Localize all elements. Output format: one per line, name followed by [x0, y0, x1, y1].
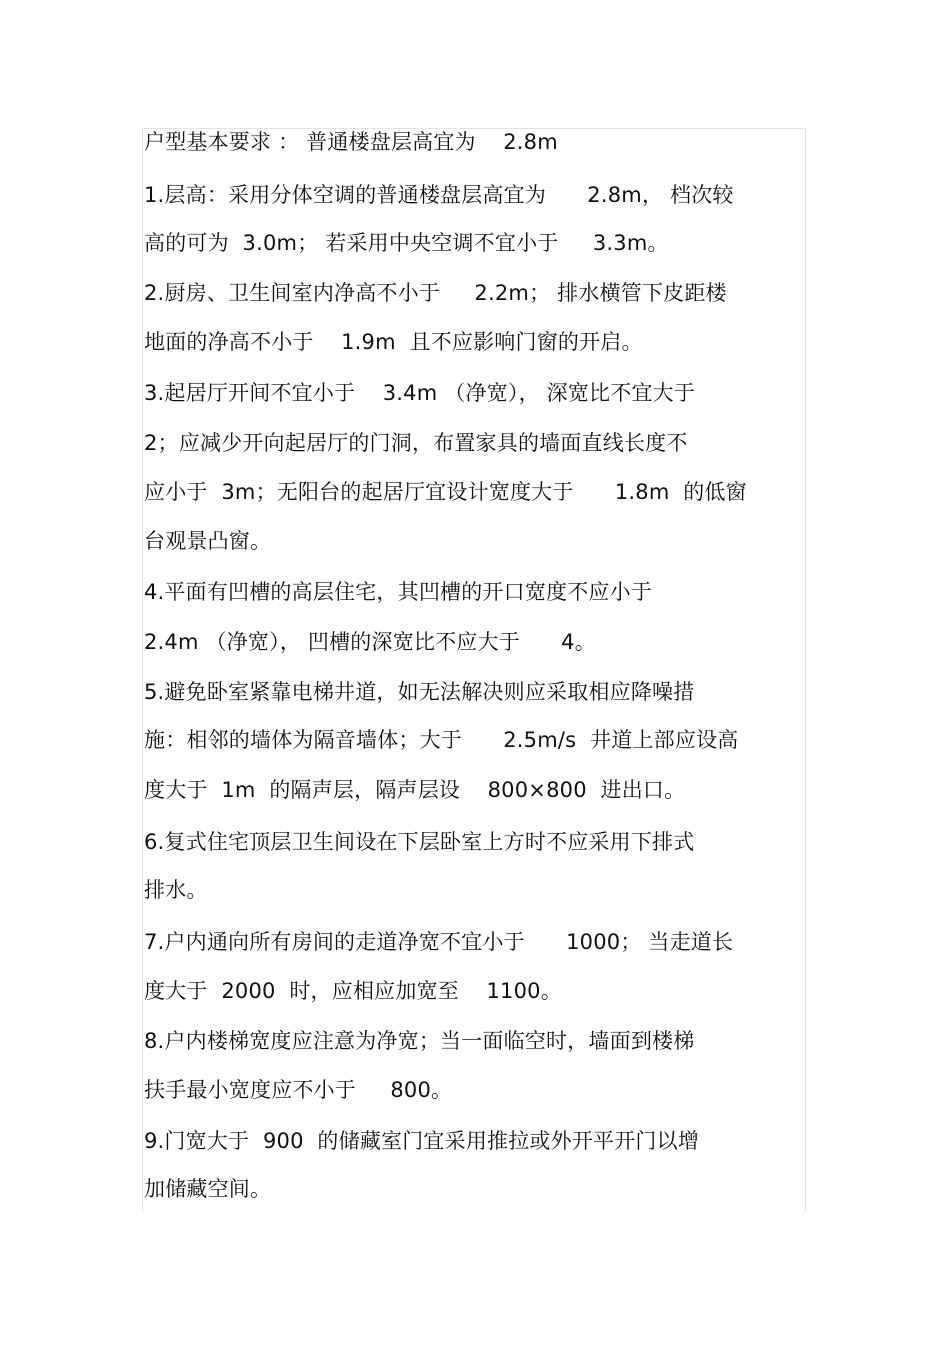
text-line: 8.户内楼梯宽度应注意为净宽；当一面临空时，墙面到楼梯	[144, 1029, 695, 1053]
text-line: 2；应减少开向起居厅的门洞，布置家具的墙面直线长度不	[144, 431, 688, 455]
text-line: 加储藏空间。	[144, 1177, 272, 1201]
text-line: 施：相邻的墙体为隔音墙体；大于 2.5m/s 井道上部应设高	[144, 728, 739, 752]
text-line: 度大于 2000 时，应相应加宽至 1100。	[144, 979, 562, 1003]
text-line: 5.避免卧室紧靠电梯井道，如无法解决则应采取相应降噪措	[144, 680, 695, 704]
text-line: 9.门宽大于 900 的储藏室门宜采用推拉或外开平开门以增	[144, 1129, 700, 1153]
text-line: 扶手最小宽度应不小于 800。	[144, 1078, 453, 1102]
text-line: 地面的净高不小于 1.9m 且不应影响门窗的开启。	[144, 330, 643, 354]
title-line: 户型基本要求 ： 普通楼盘层高宜为 2.8m	[144, 130, 558, 154]
text-line: 度大于 1m 的隔声层，隔声层设 800×800 进出口。	[144, 778, 686, 802]
text-line: 6.复式住宅顶层卫生间设在下层卧室上方时不应采用下排式	[144, 830, 695, 854]
text-line: 台观景凸窗。	[144, 529, 272, 553]
text-line: 7.户内通向所有房间的走道净宽不宜小于 1000； 当走道长	[144, 930, 734, 954]
text-line: 2.4m （净宽）， 凹槽的深宽比不应大于 4。	[144, 630, 596, 654]
text-line: 4.平面有凹槽的高层住宅，其凹槽的开口宽度不应小于	[144, 580, 653, 604]
text-line: 高的可为 3.0m； 若采用中央空调不宜小于 3.3m。	[144, 231, 669, 255]
text-line: 3.起居厅开间不宜小于 3.4m （净宽）， 深宽比不宜大于	[144, 381, 696, 405]
text-line: 排水。	[144, 878, 208, 902]
text-line: 应小于 3m；无阳台的起居厅宜设计宽度大于 1.8m 的低窗	[144, 480, 747, 504]
text-line: 2.厨房、卫生间室内净高不小于 2.2m； 排水横管下皮距楼	[144, 281, 727, 305]
text-line: 1.层高：采用分体空调的普通楼盘层高宜为 2.8m， 档次较	[144, 183, 734, 207]
